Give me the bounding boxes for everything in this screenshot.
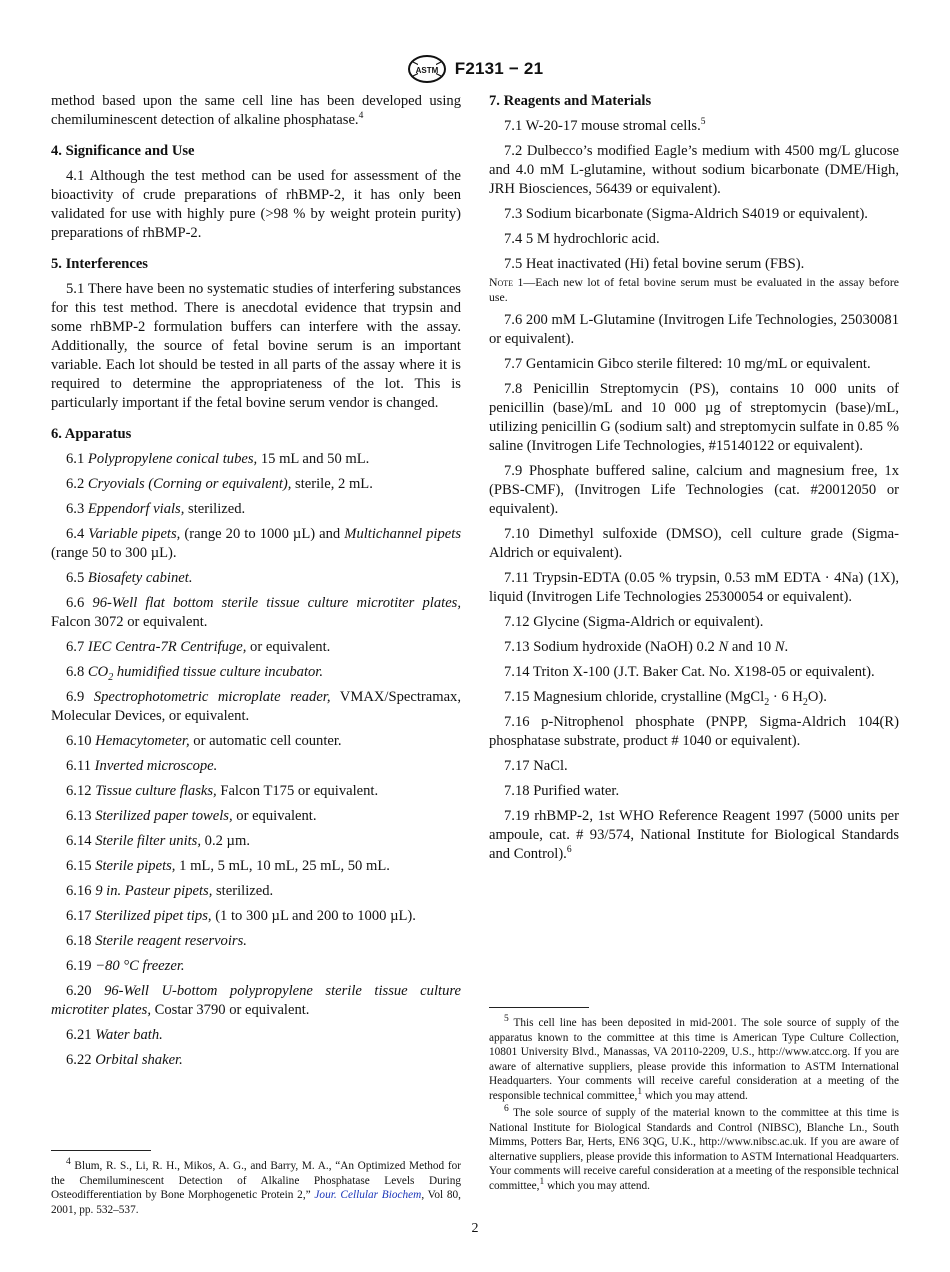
- right-footnotes: [489, 1016, 899, 1193]
- reagent-item: 7.15 Magnesium chloride, crystalline (MgCl$_2$ · 6 $H_2O$).: [504, 689, 827, 708]
- apparatus-item: 6.20 96-Well U-bottom polypropylene sterile tissue culture microtiter plates, Costar 3790 or equivalent.: [51, 983, 461, 1018]
- apparatus-item: 6.3 Eppendorf vials, sterilized.: [66, 501, 246, 517]
- footnote-6: $^6$ The sole source of supply of the material known to the committee at this time is National Institute for Biological Standards and Control (NIBSC), Blanche Ln., South Mimms, Potters Bar, Herts, EN6 3QG, U.K., http://www.nibsc.ac.uk. If you are aware of alternative suppliers, please provide this information to ASTM International Headquarters. Your comments will receive careful consideration at a meeting of the responsible technical committee,$^1$ which you may attend.: [489, 1104, 899, 1192]
- footnote-divider: [51, 1150, 151, 1151]
- footnote-ref-6[interactable]: 6: [566, 845, 572, 856]
- apparatus-item: 6.9 Spectrophotometric microplate reader, VMAX/Spectramax, Molecular Devices, or equivalent.: [51, 689, 461, 724]
- left-column: [51, 92, 461, 1076]
- paragraph-5-1: 5.1 There have been no systematic studies of interfering substances for this test method. There is anecdotal evidence that trypsin and some rhBMP-2 formulation buffers can interfere with the assay. Additionally, the source of fetal bovine serum is an important variable. Each lot should be tested in all parts of the assay where it is required to determine the appropriateness of the lot. This is particularly important if the fetal bovine serum vendor is changed.: [51, 281, 461, 411]
- note-1: Note 1—Each new lot of fetal bovine serum must be evaluated in the assay before use.: [489, 275, 899, 304]
- reagent-item: 7.13 Sodium hydroxide (NaOH) 0.2 N and 10 N.: [504, 639, 789, 655]
- apparatus-item: 6.17 Sterilized pipet tips, (1 to 300 µL and 200 to 1000 µL).: [66, 908, 416, 924]
- intro-paragraph: method based upon the same cell line has been developed using chemiluminescent detection of alkaline phosphatase.$^4$: [51, 93, 461, 128]
- footnote-4: $^4$ Blum, R. S., Li, R. H., Mikos, A. G., and Barry, M. A., “An Optimized Method for the Chemiluminescent Detection of Alkaline Phosphatase Levels During Osteodifferentiation by Bone Morphogenetic Protein 2,” Jour. Cellular Biochem, Vol 80, 2001, pp. 532–537.: [51, 1157, 462, 1216]
- apparatus-item: 6.7 IEC Centra-7R Centrifuge, or equivalent.: [66, 639, 331, 655]
- apparatus-item: 6.4 Variable pipets, (range 20 to 1000 µL) and Multichannel pipets (range 50 to 300 µL).: [51, 526, 461, 561]
- reagent-item: 7.12 Glycine (Sigma-Aldrich or equivalent).: [504, 614, 764, 630]
- reagent-item: 7.2 Dulbecco’s modified Eagle’s medium with 4500 mg/L glucose and 4.0 mM L-glutamine, without sodium bicarbonate (DME/High, JRH Biosciences, 56439 or equivalent).: [489, 143, 899, 197]
- paragraph-4-1: 4.1 Although the test method can be used for assessment of the bioactivity of crude preparations of rhBMP-2, it has only been validated for use with highly pure (>98 % by weight protein purity) preparations of rhBMP-2.: [51, 168, 461, 241]
- left-footnotes: [51, 1159, 461, 1217]
- apparatus-item: 6.22 Orbital shaker.: [66, 1052, 183, 1068]
- journal-link[interactable]: Jour. Cellular Biochem: [314, 1189, 422, 1201]
- reagent-item: 7.4 5 M hydrochloric acid.: [504, 231, 660, 247]
- reagent-item: 7.5 Heat inactivated (Hi) fetal bovine serum (FBS).: [504, 256, 805, 272]
- astm-logo-icon: [407, 54, 447, 84]
- apparatus-item: 6.19 −80 °C freezer.: [66, 958, 185, 974]
- apparatus-item: 6.21 Water bath.: [66, 1027, 163, 1043]
- apparatus-item: 6.8 $CO_2$ humidified tissue culture incubator.: [66, 664, 324, 683]
- apparatus-item: 6.5 Biosafety cabinet.: [66, 570, 193, 586]
- reagent-item: 7.16 p-Nitrophenol phosphate (PNPP, Sigma-Aldrich 104(R) phosphatase substrate, product # 1040 or equivalent).: [489, 714, 899, 749]
- reagent-item: 7.8 Penicillin Streptomycin (PS), contains 10 000 units of penicillin (base)/mL and 10 000 µg of streptomycin (base)/mL, utilizing penicillin G (sodium salt) and streptomycin sulfate in 0.85 % saline (Invitrogen Life Technologies, #15140122 or equivalent).: [489, 381, 899, 454]
- page-number: 2: [471, 1221, 479, 1236]
- apparatus-item: 6.2 Cryovials (Corning or equivalent), sterile, 2 mL.: [66, 476, 373, 492]
- section-7-heading: 7. Reagents and Materials: [489, 93, 652, 109]
- footnote-divider: [489, 1007, 589, 1008]
- footnote-ref-5[interactable]: 5: [700, 117, 706, 128]
- apparatus-item: 6.13 Sterilized paper towels, or equivalent.: [66, 808, 317, 824]
- right-column: [489, 92, 899, 870]
- apparatus-item: 6.12 Tissue culture flasks, Falcon T175 or equivalent.: [66, 783, 379, 799]
- apparatus-item: 6.1 Polypropylene conical tubes, 15 mL and 50 mL.: [66, 451, 370, 467]
- reagent-item: 7.3 Sodium bicarbonate (Sigma-Aldrich S4019 or equivalent).: [504, 206, 868, 222]
- section-6-heading: 6. Apparatus: [51, 426, 132, 442]
- footnote-ref-4[interactable]: 4: [358, 111, 364, 122]
- logo-text: ASTM: [415, 66, 439, 75]
- apparatus-item: 6.16 9 in. Pasteur pipets, sterilized.: [66, 883, 274, 899]
- reagent-item: 7.19 rhBMP-2, 1st WHO Reference Reagent 1997 (5000 units per ampoule, cat. # 93/574, National Institute for Biological Standards and Control).$^6$: [489, 808, 899, 862]
- apparatus-item: 6.15 Sterile pipets, 1 mL, 5 mL, 10 mL, 25 mL, 50 mL.: [66, 858, 390, 874]
- apparatus-item: 6.14 Sterile filter units, 0.2 µm.: [66, 833, 250, 849]
- section-4-heading: 4. Significance and Use: [51, 143, 195, 159]
- reagent-item: 7.18 Purified water.: [504, 783, 620, 799]
- apparatus-item: 6.10 Hemacytometer, or automatic cell counter.: [66, 733, 342, 749]
- reagent-item: 7.17 NaCl.: [504, 758, 568, 774]
- section-5-heading: 5. Interferences: [51, 256, 148, 272]
- apparatus-item: 6.11 Inverted microscope.: [66, 758, 218, 774]
- reagent-item: 7.7 Gentamicin Gibco sterile filtered: 10 mg/mL or equivalent.: [504, 356, 871, 372]
- footnote-5: $^5$ This cell line has been deposited in mid-2001. The sole source of supply of the apparatus known to the committee at this time is American Type Culture Collection, 10801 University Blvd., Manassas, VA 20110-2209, U.S., http://www.atcc.org. If you are aware of alternative suppliers, please provide this information to ASTM International Headquarters. Your comments will receive careful consideration at a meeting of the responsible technical committee,$^1$ which you may attend.: [489, 1014, 899, 1102]
- reagent-item: 7.11 Trypsin-EDTA (0.05 % trypsin, 0.53 mM EDTA · 4Na) (1X), liquid (Invitrogen Life Technologies 25300054 or equivalent).: [489, 570, 899, 605]
- designation: F2131 − 21: [454, 59, 544, 78]
- reagent-item: 7.9 Phosphate buffered saline, calcium and magnesium free, 1x (PBS-CMF), (Invitrogen Life Technologies (cat. #20012050 or equivalent).: [489, 463, 899, 517]
- reagent-item: 7.6 200 mM L-Glutamine (Invitrogen Life Technologies, 25030081 or equivalent).: [489, 312, 899, 347]
- apparatus-item: 6.6 96-Well flat bottom sterile tissue culture microtiter plates, Falcon 3072 or equivalent.: [51, 595, 461, 630]
- page-header: [0, 54, 950, 84]
- reagent-item: 7.14 Triton X-100 (J.T. Baker Cat. No. X198-05 or equivalent).: [504, 664, 875, 680]
- apparatus-item: 6.18 Sterile reagent reservoirs.: [66, 933, 247, 949]
- reagent-item: 7.1 W-20-17 mouse stromal cells.$^5$: [504, 117, 706, 134]
- reagent-item: 7.10 Dimethyl sulfoxide (DMSO), cell culture grade (Sigma-Aldrich or equivalent).: [489, 526, 899, 561]
